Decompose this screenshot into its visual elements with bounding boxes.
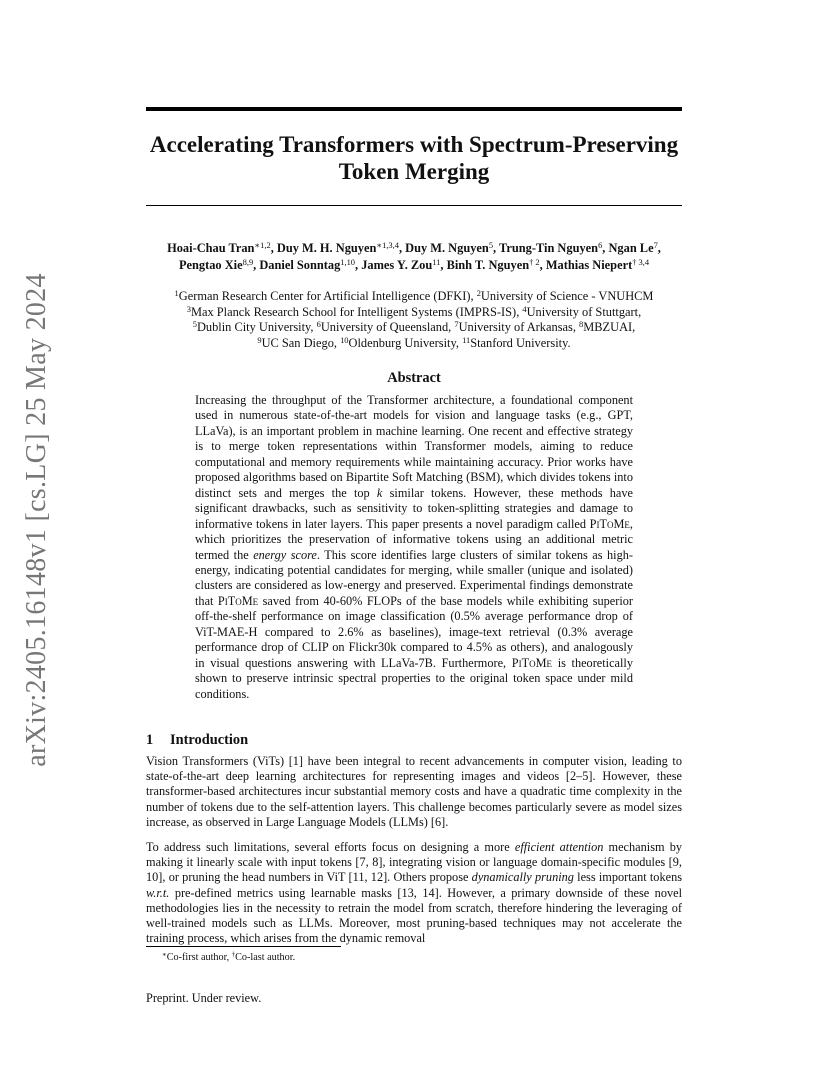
affiliation-number: 1 bbox=[174, 287, 179, 298]
author-affiliation-marks: ∗1,2 bbox=[254, 239, 271, 250]
section-title: Introduction bbox=[170, 732, 249, 748]
abstract-heading: Abstract bbox=[387, 370, 441, 386]
affiliation-list: $^1$German Research Center for Artificial Intelligence (DFKI), $^2$University of Science - VNUHCM $^3$Max Planck Research School for Intelligent Systems (IMPRS-IS), $^4$University of Stuttgart, $^5$Dublin City University, $^6$University of Queensland, $^7$University of Arkansas, $^8$MBZUAI, $^9$UC San Diego, $^{10}$Oldenburg University, $^{11}$Stanford University. bbox=[174, 287, 654, 350]
author-affiliation-marks: 1,10 bbox=[340, 256, 356, 267]
preprint-notice: Preprint. Under review. bbox=[146, 991, 262, 1005]
author-name: Duy M. Nguyen bbox=[405, 241, 489, 255]
affiliation-number: 4 bbox=[522, 303, 527, 314]
affiliation-name: University of Arkansas bbox=[458, 320, 573, 335]
abstract-body bbox=[195, 393, 633, 702]
author-name: Duy M. H. Nguyen bbox=[276, 241, 377, 255]
abstract-text: similar tokens. However, these methods have significant drawbacks, such as sensitivity to token-splitting strategies and damage to informative tokens in later layers. This paper presents a novel paradigm called bbox=[195, 485, 633, 531]
affiliation-number: 5 bbox=[192, 318, 197, 329]
arxiv-identifier-text: arXiv:2405.16148v1 [cs.LG] 25 May 2024 bbox=[21, 273, 52, 767]
author-affiliation-marks: 11 bbox=[432, 256, 441, 267]
author-affiliation-marks: † 3,4 bbox=[632, 256, 650, 267]
abstract-emphasis: energy score bbox=[253, 547, 317, 562]
author-affiliation-marks: 8,9 bbox=[242, 256, 254, 267]
paper-title bbox=[146, 131, 682, 185]
affiliation-name: University of Queensland bbox=[320, 320, 449, 335]
footnote-mark: ∗ bbox=[162, 951, 167, 959]
author-name: Ngan Le bbox=[608, 241, 654, 255]
paragraph-text: less important tokens bbox=[573, 870, 682, 885]
author-name: Daniel Sonntag bbox=[259, 258, 341, 272]
affiliation-number: 7 bbox=[454, 318, 459, 329]
paragraph-emphasis: efficient attention bbox=[514, 840, 604, 854]
paragraph-emphasis: w.r.t. bbox=[146, 885, 170, 900]
author-name: Pengtao Xie bbox=[178, 258, 243, 272]
paragraph-text: mechanism by making it linearly scale with input tokens [7, 8], integrating vision or language domain-specific modules [9, 10], or pruning the head numbers in ViT [11, 12]. Others propose bbox=[146, 840, 683, 885]
abstract-text: is theoretically shown to preserve intrinsic spectral properties to the original token space under mild conditions. bbox=[195, 655, 633, 701]
affiliation-name: University of Stuttgart bbox=[526, 304, 639, 319]
author-name: James Y. Zou bbox=[361, 258, 433, 272]
title-bottom-rule bbox=[146, 205, 682, 206]
affiliation-number: 11 bbox=[462, 334, 471, 345]
method-name: PiToMe bbox=[217, 593, 259, 608]
arxiv-identifier-stamp bbox=[14, 273, 60, 767]
section-number: 1 bbox=[146, 732, 154, 748]
affiliation-name: MBZUAI bbox=[583, 320, 633, 335]
intro-paragraph-2 bbox=[146, 840, 682, 946]
section-heading bbox=[146, 732, 248, 749]
author-affiliation-marks: 7 bbox=[653, 239, 658, 250]
affiliation-number: 6 bbox=[316, 318, 321, 329]
affiliation-number: 2 bbox=[476, 287, 481, 298]
affiliation-number: 10 bbox=[340, 334, 349, 345]
paragraph-text: pre-defined metrics using learnable masks [13, 14]. However, a primary downside of these novel methodologies lies in the necessity to retrain the model from scratch, therefore hindering the leveraging of well-trained models such as LLMs. Moreover, most pruning-based techniques may not accelerate the training process, which arises from the dynamic removal bbox=[146, 885, 682, 946]
intro-paragraph-1: Vision Transformers (ViTs) [1] have been integral to recent advancements in computer vision, leading to state-of-the-art deep learning architectures for representing images and videos [2–5]. However, these transformer-based architectures incur substantial memory costs and have a quadratic time complexity in the number of tokens due to the self-attention layers. This challenge becomes particularly severe as model sizes increase, as observed in Large Language Models (LLMs) [6]. bbox=[146, 754, 682, 829]
abstract-text: Increasing the throughput of the Transformer architecture, a foundational component used in numerous state-of-the-art models for vision and language tasks (e.g., GPT, LLaVa), is an important problem in machine learning. One recent and effective strategy is to merge token representations within Transformer models, aiming to reduce computational and memory requirements while maintaining accuracy. Prior works have proposed algorithms based on Bipartite Soft Matching (BSM), which divides tokens into distinct sets and merges the top bbox=[195, 393, 633, 500]
paper-title-line-1: Accelerating Transformers with Spectrum-Preserving bbox=[149, 132, 679, 157]
author-name: Hoai-Chau Tran bbox=[167, 241, 255, 255]
paragraph-text: To address such limitations, several efforts focus on designing a more bbox=[146, 840, 515, 854]
footnote bbox=[162, 951, 295, 964]
author-name: Trung-Tin Nguyen bbox=[499, 241, 599, 255]
author-name: Mathias Niepert bbox=[545, 258, 633, 272]
affiliation-number: 8 bbox=[579, 318, 584, 329]
author-affiliation-marks: ∗1,3,4 bbox=[376, 239, 399, 250]
abstract-text: saved from 40-60% FLOPs of the base models while exhibiting superior off-the-shelf performance on image classification (0.5% average performance drop of ViT-MAE-H compared to 2.6% as baselines), image-text retrieval (0.3% average performance drop of CLIP on Flickr30k compared to 4.5% as others), and analogously in visual questions answering with LLaVa-7B. Furthermore, bbox=[195, 593, 634, 670]
footnote-rule bbox=[146, 946, 341, 947]
title-top-rule bbox=[146, 107, 682, 111]
affiliation-name: German Research Center for Artificial Intelligence (DFKI) bbox=[178, 289, 471, 303]
abstract-text: , which prioritizes the preservation of informative tokens using an additional metric termed the bbox=[195, 516, 633, 562]
paper-title-line-2: Token Merging bbox=[338, 159, 490, 184]
affiliation-number: 3 bbox=[186, 303, 191, 314]
affiliation-name: Max Planck Research School for Intelligent Systems (IMPRS-IS) bbox=[190, 304, 517, 319]
author-list: Hoai-Chau Tran$^{∗1,2}$, Duy M. H. Nguyen$^{∗1,3,4}$, Duy M. Nguyen$^5$, Trung-Tin Nguyen$^6$, Ngan Le$^7$, Pengtao Xie$^{8,9}$, Daniel Sonntag$^{1,10}$, James Y. Zou$^{11}$, Binh T. Nguyen$^{\dagger 2}$, Mathias Niepert$^{\dagger 3,4}$ bbox=[167, 239, 661, 272]
abstract-math-k: k bbox=[376, 485, 383, 500]
author-name: Binh T. Nguyen bbox=[446, 258, 530, 272]
abstract-text: . This score identifies large clusters of similar tokens as high-energy, indicating potential candidates for merging, while smaller (unique and isolated) clusters are considered as low-energy and preserved. Experimental findings demonstrate that bbox=[195, 547, 633, 608]
author-affiliation-marks: † 2 bbox=[529, 256, 540, 267]
affiliation-name: University of Science - VNUHCM bbox=[480, 289, 654, 303]
method-name: PiToMe bbox=[511, 655, 553, 670]
affiliation-name: UC San Diego bbox=[261, 335, 334, 350]
method-name: PiToMe bbox=[589, 516, 630, 531]
affiliation-number: 9 bbox=[257, 334, 262, 345]
affiliation-name: Dublin City University bbox=[196, 320, 311, 335]
author-affiliation-marks: 5 bbox=[488, 239, 494, 250]
footnote-text: Co-last author. bbox=[235, 952, 296, 963]
paragraph-emphasis: dynamically pruning bbox=[471, 870, 574, 885]
footnote-text: Co-first author, bbox=[166, 952, 232, 963]
footnote-mark: † bbox=[231, 951, 236, 959]
affiliation-name: Oldenburg University bbox=[348, 335, 456, 350]
author-affiliation-marks: 6 bbox=[598, 239, 603, 250]
affiliation-name: Stanford University bbox=[470, 335, 568, 350]
